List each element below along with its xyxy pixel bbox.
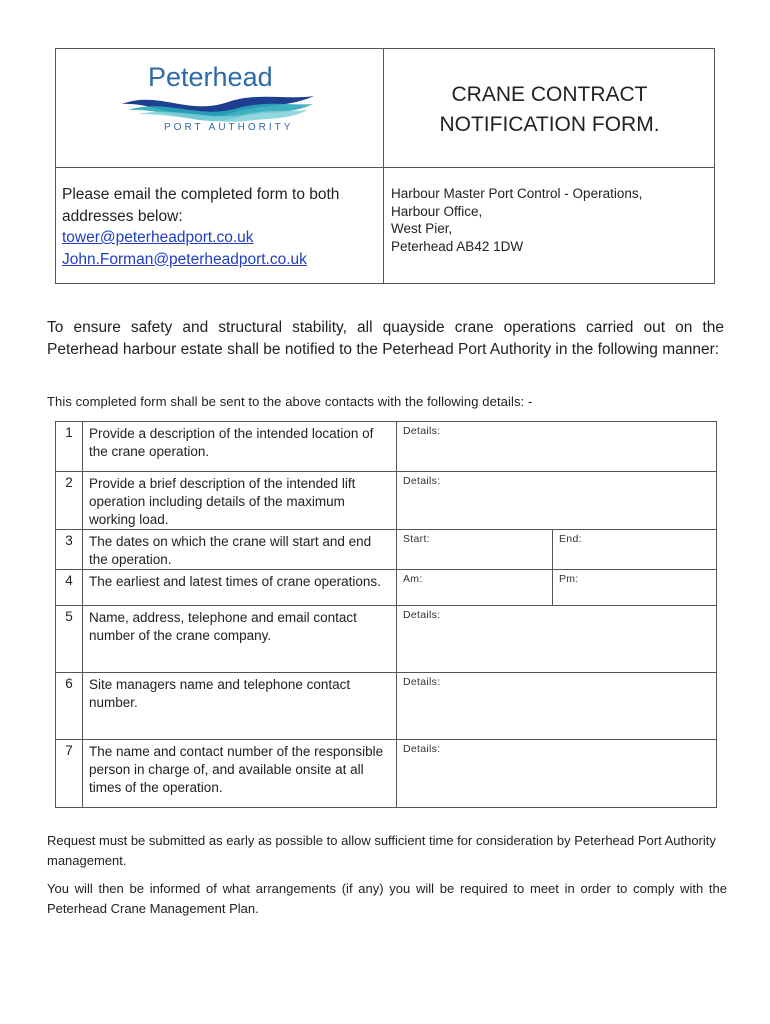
table-row: [56, 570, 717, 606]
footer-paragraph-2: You will then be informed of what arrangements (if any) you will be required to meet in order to comply with the Peterhead Crane Management Plan.: [47, 881, 727, 916]
details-field[interactable]: Details:: [397, 673, 717, 740]
table-row: [56, 606, 717, 673]
table-row: [56, 530, 717, 570]
logo-wordmark: Peterhead: [148, 62, 273, 92]
row-description: The earliest and latest times of crane operations.: [83, 570, 397, 606]
pm-time-field[interactable]: Pm:: [553, 570, 717, 606]
header-divider-horizontal: [55, 167, 715, 168]
table-row: [56, 673, 717, 740]
wave-icon: [118, 90, 318, 124]
row-number: 5: [56, 606, 83, 673]
table-row: [56, 472, 717, 530]
row-description: Name, address, telephone and email contact number of the crane company.: [83, 606, 397, 673]
details-field[interactable]: Details:: [397, 472, 717, 530]
title-line-2: NOTIFICATION FORM.: [439, 113, 660, 136]
row-description: Provide a description of the intended location of the crane operation.: [83, 422, 397, 472]
row-description: The name and contact number of the responsible person in charge of, and available onsite at all times of the operation.: [83, 740, 397, 808]
address-line-3: West Pier,: [391, 221, 453, 236]
row-description: Provide a brief description of the intended lift operation including details of the maximum working load.: [83, 472, 397, 530]
row-number: 1: [56, 422, 83, 472]
logo-subtitle: PORT AUTHORITY: [164, 122, 294, 133]
intro-paragraph: To ensure safety and structural stability, all quayside crane operations carried out on the Peterhead harbour estate shall be notified to the Peterhead Port Authority in the following manner:: [47, 319, 724, 358]
details-field[interactable]: Details:: [397, 422, 717, 472]
row-number: 4: [56, 570, 83, 606]
address-line-1: Harbour Master Port Control - Operations,: [391, 186, 643, 201]
notification-form-table: [55, 421, 717, 808]
sub-intro: This completed form shall be sent to the above contacts with the following details: -: [47, 394, 533, 409]
row-description: Site managers name and telephone contact number.: [83, 673, 397, 740]
email-link-tower[interactable]: tower@peterheadport.co.uk: [62, 229, 254, 246]
table-row: [56, 740, 717, 808]
row-description: The dates on which the crane will start and end the operation.: [83, 530, 397, 570]
row-number: 2: [56, 472, 83, 530]
address-line-2: Harbour Office,: [391, 203, 483, 219]
email-instructions: [62, 184, 380, 270]
address-line-4: Peterhead AB42 1DW: [391, 238, 524, 254]
end-date-field[interactable]: End:: [553, 530, 717, 570]
email-instruction-line-1: Please email the completed form to both: [62, 186, 340, 203]
row-number: 7: [56, 740, 83, 808]
email-instruction-line-2: addresses below:: [62, 207, 183, 225]
table-row: [56, 422, 717, 472]
details-field[interactable]: Details:: [397, 606, 717, 673]
title-line-1: CRANE CONTRACT: [451, 83, 648, 106]
peterhead-logo: [118, 62, 318, 142]
footer-paragraph-1: Request must be submitted as early as possible to allow sufficient time for consideration by Peterhead Port Authority management.: [47, 833, 716, 868]
row-number: 3: [56, 530, 83, 570]
postal-address: [391, 185, 711, 255]
details-field[interactable]: Details:: [397, 740, 717, 808]
start-date-field[interactable]: Start:: [397, 530, 553, 570]
email-link-forman[interactable]: John.Forman@peterheadport.co.uk: [62, 250, 307, 268]
am-time-field[interactable]: Am:: [397, 570, 553, 606]
row-number: 6: [56, 673, 83, 740]
page-title: [384, 80, 715, 140]
